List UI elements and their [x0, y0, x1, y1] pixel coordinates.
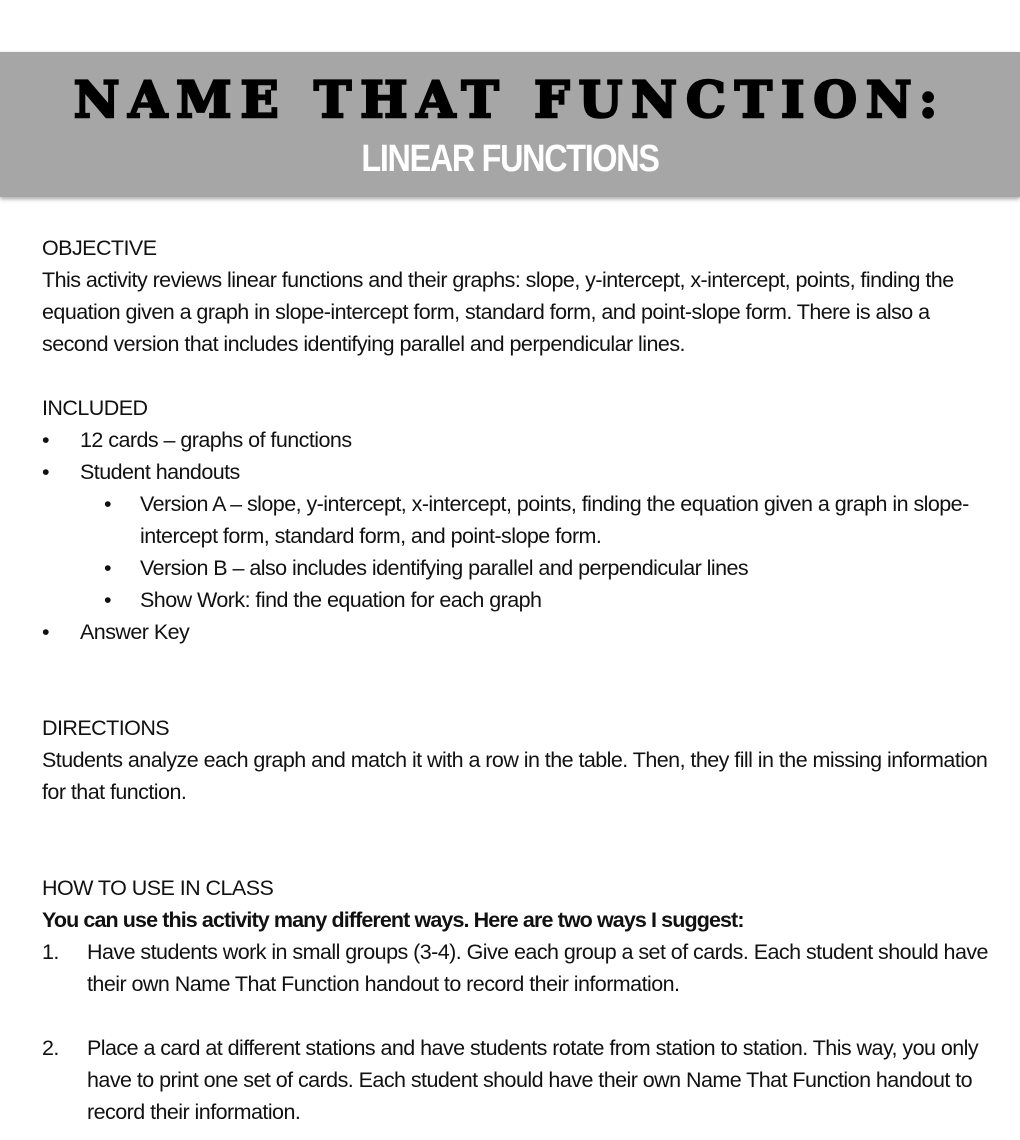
how-to-use-heading: HOW TO USE IN CLASS: [42, 876, 274, 900]
directions-heading: DIRECTIONS: [42, 716, 170, 740]
objective-heading: OBJECTIVE: [42, 236, 157, 260]
list-item: • Version A – slope, y-intercept, x-intercept, points, finding the equation given a graph in slope-intercept form, standard form, and point-slope form.: [42, 488, 992, 552]
list-item: • Version B – also includes identifying parallel and perpendicular lines: [42, 552, 992, 584]
how-to-use-intro: You can use this activity many different ways. Here are two ways I suggest:: [42, 908, 744, 932]
list-item: [42, 936, 992, 1000]
steps-list: [42, 936, 992, 1128]
how-to-use-section: [42, 872, 992, 1128]
objective-text: This activity reviews linear functions and their graphs: slope, y-intercept, x-intercept, points, finding the equation given a graph in slope-intercept form, standard form, and point-slope form. There is also a second version that includes identifying parallel and perpendicular lines.: [42, 268, 954, 356]
list-item: • Show Work: find the equation for each graph: [42, 584, 992, 616]
step-number: 1.: [42, 940, 59, 964]
document-title: NAME THAT FUNCTION:: [73, 70, 947, 129]
included-list: [42, 424, 992, 648]
directions-text: Students analyze each graph and match it with a row in the table. Then, they fill in the missing information for that function.: [42, 748, 988, 804]
objective-section: [42, 232, 992, 360]
included-section: [42, 392, 992, 648]
document-subtitle: LINEAR FUNCTIONS: [361, 138, 659, 180]
list-item: • Student handouts: [42, 456, 992, 488]
list-item: • 12 cards – graphs of functions: [42, 424, 992, 456]
step-text: Have students work in small groups (3-4). Give each group a set of cards. Each student should have their own Name That Function handout to record their information.: [87, 940, 988, 996]
included-heading: INCLUDED: [42, 396, 148, 420]
title-banner: [0, 52, 1020, 197]
spacer: [42, 1000, 992, 1032]
list-item: [42, 1032, 992, 1128]
step-number: 2.: [42, 1036, 59, 1060]
list-item: • Answer Key: [42, 616, 992, 648]
directions-section: [42, 712, 992, 808]
step-text: Place a card at different stations and have students rotate from station to station. This way, you only have to print one set of cards. Each student should have their own Name That Function handout to record their information.: [87, 1036, 979, 1124]
